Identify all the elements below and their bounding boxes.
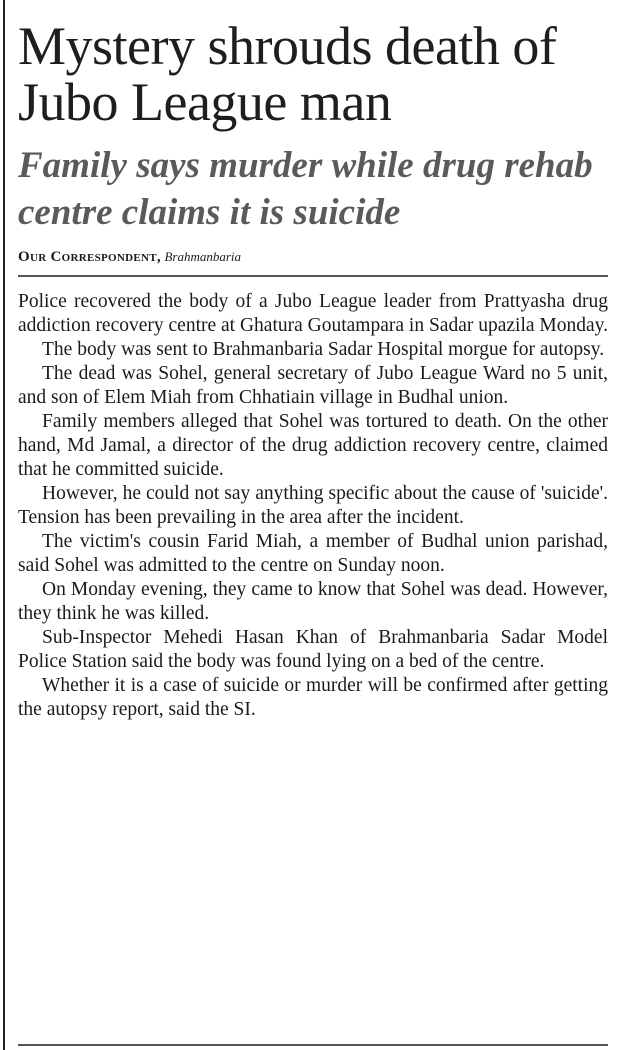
article-headline: Mystery shrouds death of Jubo League man <box>18 16 557 132</box>
article-byline <box>18 248 608 277</box>
article-body <box>18 290 608 722</box>
article-paragraph: On Monday evening, they came to know that Sohel was dead. However, they think he was killed. <box>18 579 608 624</box>
bottom-rule <box>18 1044 608 1046</box>
article-paragraph: The dead was Sohel, general secretary of Jubo League Ward no 5 unit, and son of Elem Miah from Chhatiain village in Budhal union. <box>18 363 608 408</box>
article-paragraph: Family members alleged that Sohel was tortured to death. On the other hand, Md Jamal, a director of the drug addiction recovery centre, claimed that he committed suicide. <box>18 411 608 480</box>
article-paragraph: The body was sent to Brahmanbaria Sadar Hospital morgue for autopsy. <box>42 339 605 360</box>
article-paragraph: Sub-Inspector Mehedi Hasan Khan of Brahmanbaria Sadar Model Police Station said the body was found lying on a bed of the centre. <box>18 627 608 672</box>
article-paragraph: Police recovered the body of a Jubo League leader from Prattyasha drug addiction recovery centre at Ghatura Goutampara in Sadar upazila Monday. <box>18 291 608 336</box>
article-subheadline: Family says murder while drug rehab centre claims it is suicide <box>18 145 593 233</box>
article-paragraph: However, he could not say anything specific about the cause of 'suicide'. Tension has been prevailing in the area after the incident. <box>18 483 608 528</box>
left-column-rule <box>3 0 5 1050</box>
byline-author: Our Correspondent, <box>18 249 161 265</box>
news-article <box>18 18 608 722</box>
article-paragraph: Whether it is a case of suicide or murder will be confirmed after getting the autopsy report, said the SI. <box>18 675 608 720</box>
article-paragraph: The victim's cousin Farid Miah, a member of Budhal union parishad, said Sohel was admitted to the centre on Sunday noon. <box>18 531 608 576</box>
byline-location: Brahmanbaria <box>164 249 242 264</box>
